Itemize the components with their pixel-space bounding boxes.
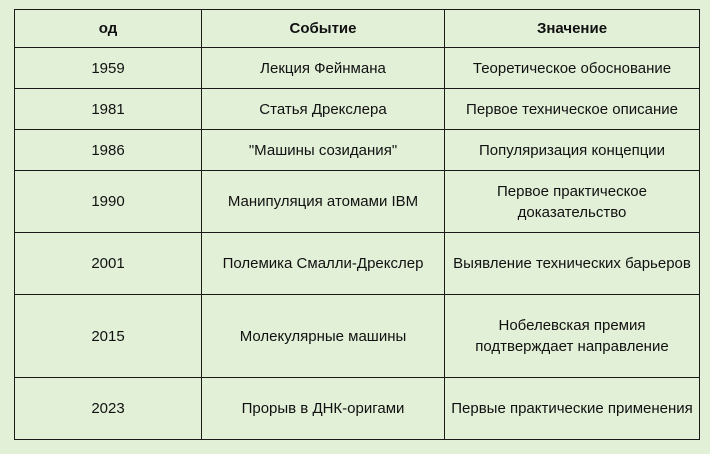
- cell-event: Статья Дрекслера: [202, 89, 445, 130]
- cell-event: Молекулярные машины: [202, 295, 445, 378]
- cell-year: 1990: [15, 171, 202, 233]
- cell-event: Манипуляция атомами IBM: [202, 171, 445, 233]
- cell-meaning: Теоретическое обоснование: [445, 48, 700, 89]
- header-event: Событие: [202, 10, 445, 48]
- header-meaning: Значение: [445, 10, 700, 48]
- cell-meaning: Первые практические применения: [445, 378, 700, 440]
- cell-year: 2023: [15, 378, 202, 440]
- cell-year: 2015: [15, 295, 202, 378]
- timeline-table: [14, 9, 700, 440]
- cell-event: "Машины созидания": [202, 130, 445, 171]
- cell-meaning: Популяризация концепции: [445, 130, 700, 171]
- cell-meaning: Нобелевская премия подтверждает направление: [445, 295, 700, 378]
- table-row: [15, 48, 700, 89]
- cell-meaning: Первое техническое описание: [445, 89, 700, 130]
- header-year: од: [15, 10, 202, 48]
- cell-event: Полемика Смалли-Дрекслер: [202, 233, 445, 295]
- cell-year: 2001: [15, 233, 202, 295]
- cell-year: 1959: [15, 48, 202, 89]
- cell-year: 1986: [15, 130, 202, 171]
- table-header-row: [15, 10, 700, 48]
- cell-meaning: Первое практическое доказательство: [445, 171, 700, 233]
- cell-event: Прорыв в ДНК-оригами: [202, 378, 445, 440]
- table-row: [15, 378, 700, 440]
- cell-event: Лекция Фейнмана: [202, 48, 445, 89]
- table-row: [15, 233, 700, 295]
- cell-meaning: Выявление технических барьеров: [445, 233, 700, 295]
- table-row: [15, 171, 700, 233]
- cell-year: 1981: [15, 89, 202, 130]
- table-row: [15, 89, 700, 130]
- table-row: [15, 130, 700, 171]
- table-row: [15, 295, 700, 378]
